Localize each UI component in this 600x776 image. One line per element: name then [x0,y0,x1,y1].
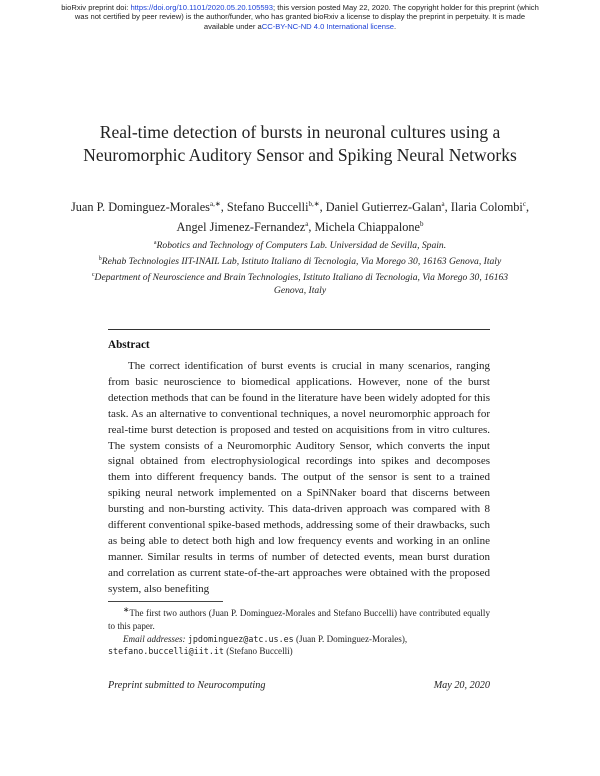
affiliation-a [90,237,510,253]
author-affil-mark: b,∗ [308,200,320,208]
author-name: Stefano Buccelli [226,200,309,215]
author-name: Ilaria Colombi [450,200,523,215]
footnotes [108,604,490,658]
affiliation-text: Robotics and Technology of Computers Lab. Universidad de Sevilla, Spain. [156,240,447,252]
abstract-text: The correct identification of burst events is crucial in many scenarios, ranging from basic neuroscience to biomedical applications. However, none of the burst detection methods that can be found in the literature have been widely adopted for this task. As an alternative to conventional techniques, a novel neuromorphic approach for real-time burst detection is proposed and tested on acquisitions from in vitro cultures. The system consists of a Neuromorphic Auditory Sensor, which converts the input signal obtained from electrophysiological recordings into spikes and decomposes them into different frequency bands. The output of the sensor is sent to a trained spiking neural network implemented on a SpiNNaker board that discerns between bursting and non-bursting activity. This data-driven approach was compared with 8 different conventional spike-based methods, addressing some of their drawbacks, such as being able to detect both high and low frequency events and working in an online manner. Similar results in terms of number of detected events, mean burst duration and correlation as current state-of-the-art approaches were obtained with the proposed system, also benefiting [108,360,490,595]
license-link[interactable]: CC-BY-NC-ND 4.0 International license [261,21,394,31]
author-affil-mark: a,∗ [209,200,221,208]
doi-link[interactable]: https://doi.org/10.1101/2020.05.20.105593 [130,3,274,12]
affiliations [90,237,510,298]
affiliation-b [90,253,510,269]
author-affil-mark: c [522,200,526,208]
email-note [108,633,490,659]
banner-line-3-suffix: . [393,21,397,31]
author-affil-mark: b [420,220,424,229]
author-name: Juan P. Dominguez-Morales [70,200,210,215]
abstract-top-rule [108,329,490,330]
email-owner-2: (Stefano Buccelli) [226,646,293,657]
author-separator: , [220,200,227,215]
affiliation-text: Department of Neuroscience and Brain Technologies, Istituto Italiano di Tecnologia, Via Morego 30, 16163 Genova, Italy [94,272,509,296]
author-2 [227,200,326,214]
affiliation-c [90,269,510,298]
author-separator: , [319,200,326,215]
email-address-1[interactable]: jpdominguez@atc.us.es [187,633,294,644]
author-list [70,196,530,236]
author-affil-mark: a [305,220,309,229]
footer-date: May 20, 2020 [433,680,490,691]
author-4 [451,200,529,214]
banner-line-2: was not certified by peer review) is the author/funder, who has granted bioRxiv a license to display the preprint in perpetuity. It is made [74,12,526,22]
author-6 [314,220,423,234]
email-owner-1: (Juan P. Dominguez-Morales), [296,633,408,644]
banner-line-1 [40,3,560,12]
equal-contribution-text: The first two authors (Juan P. Dominguez-Morales and Stefano Buccelli) have contributed equally to this paper. [108,608,490,631]
banner-line-1-suffix: ; this version posted May 22, 2020. The copyright holder for this preprint (which [273,3,539,12]
paper-title: Real-time detection of bursts in neuronal cultures using a Neuromorphic Auditory Sensor and Spiking Neural Networks [83,122,517,165]
affiliation-mark: b [98,255,102,262]
banner-line-3 [40,22,560,31]
email-address-2[interactable]: stefano.buccelli@iit.it [108,646,224,657]
footnote-rule [108,601,223,602]
author-separator: , [308,220,315,235]
banner-line-1-prefix: bioRxiv preprint doi: [61,3,131,12]
author-name: Angel Jimenez-Fernandez [176,220,306,235]
biorxiv-banner [40,3,560,31]
affiliation-mark: c [91,271,95,278]
equal-contribution-note [108,604,490,633]
author-3 [326,200,451,214]
abstract-heading: Abstract [108,339,150,351]
email-label: Email addresses: [123,633,186,644]
author-name: Daniel Gutierrez-Galan [325,200,442,215]
author-name: Michela Chiappalone [314,220,420,235]
affiliation-mark: a [153,240,157,246]
author-5 [176,220,314,234]
footer-journal: Preprint submitted to Neurocomputing [108,680,266,691]
banner-line-3-prefix: available under a [203,21,262,31]
affiliation-text: Rehab Technologies IIT-INAIL Lab, Istituto Italiano di Tecnologia, Via Morego 30, 16163 Genova, Italy [101,256,502,268]
author-affil-mark: a [441,200,445,208]
footnote-mark: ∗ [123,605,130,614]
author-1 [71,200,227,214]
author-separator: , [444,200,451,215]
author-separator: , [525,200,530,215]
